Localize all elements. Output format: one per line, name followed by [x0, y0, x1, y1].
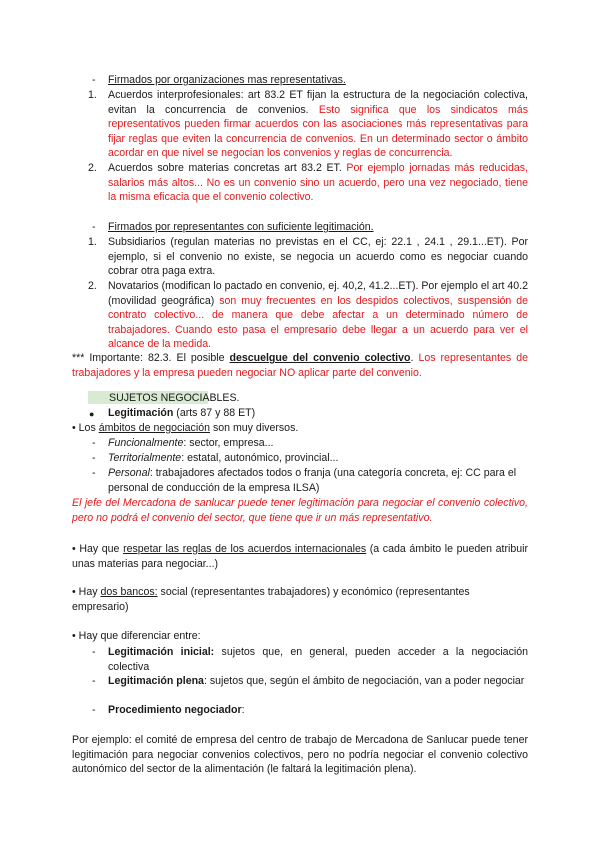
list-item-interprofesionales [108, 88, 528, 161]
ambito-term: Territorialmente [108, 452, 182, 464]
dash-marker: - [92, 74, 96, 86]
ambitos-post: son muy diversos. [210, 422, 299, 434]
list-number: 2. [88, 280, 97, 292]
important-dot: . [410, 352, 414, 364]
item-note: Por ejemplo jornadas más reducidas, salarios más altos... No es un convenio sino un acuerdo, pero una vez negociado, tiene la misma eficacia que el convenio colectivo. [108, 162, 528, 203]
list-item-novatarios [108, 279, 528, 352]
bancos-pre: Hay [75, 586, 101, 598]
list-number: 1. [88, 89, 97, 101]
important-note [72, 351, 528, 380]
ambito-funcional [108, 436, 528, 451]
dash-marker: - [92, 646, 96, 658]
ambitos-pre: Los [75, 422, 99, 434]
bullet-icon: ● [89, 409, 95, 419]
ambito-rest: : trabajadores afectados todos o franja (una categoría concreta, ej: CC para el personal de conducción de la empresa ILSA) [108, 467, 517, 494]
ambitos-line [72, 421, 298, 436]
item-note: son muy frecuentes en los despidos colectivos, suspensión de contrato colectivo... de manera que debe afectar a un determinado número de trabajadores. Cuando esto pasa el empresario debe llegar a un acuerdo para ver el alcance de la medida. [108, 294, 528, 350]
term-bold: Procedimiento negociador [108, 704, 242, 716]
bullet-icon: • [72, 586, 76, 598]
bullet-icon: • [72, 630, 76, 642]
important-bold: descuelgue del convenio colectivo [229, 352, 411, 364]
legitimacion-rest: (arts 87 y 88 ET) [173, 407, 256, 419]
legitimacion-inicial [108, 645, 528, 674]
term-rest: : sujetos que, según el ámbito de negociación, van a poder negociar [203, 675, 525, 687]
item-note: Esto significa que los sindicatos más representativos pueden firmar acuerdos con las asociaciones más representativas para fijar reglas que eviten la concurrencia de convenios. En un determinado sector o ámbito acordar en que nivel se negocian los convenios y reglas de concurrencia. [108, 103, 528, 159]
legitimacion-bold: Legitimación [108, 407, 174, 419]
ambito-term: Funcionalmente [108, 437, 184, 449]
term-bold: Legitimación plena [108, 675, 204, 687]
dash-marker: - [92, 221, 96, 233]
bullet-icon: • [72, 422, 76, 434]
list-item-subsidiarios: Subsidiarios (regulan materias no previstas en el CC, ej: 22.1 , 24.1 , 29.1...ET). Por ejemplo, si el convenio no existe, se negocia un acuerdo como es negociar cuando cobrar otra paga extra. [108, 236, 528, 277]
reglas-line [72, 542, 528, 571]
dash-marker: - [92, 704, 96, 716]
reglas-pre: Hay que [75, 543, 124, 555]
item-text: Acuerdos interprofesionales: art 83.2 ET fijan la estructura de la negociación colectiva, evitan la concurrencia de convenios. [108, 89, 528, 116]
dash-marker: - [92, 437, 96, 449]
ambito-territorial [108, 451, 528, 466]
term-bold: Legitimación inicial: [108, 646, 215, 658]
ambito-personal [108, 466, 528, 495]
ambitos-under: ámbitos de negociación [98, 422, 210, 434]
dash-marker: - [92, 452, 96, 464]
ejemplo-paragraph: Por ejemplo: el comité de empresa del centro de trabajo de Mercadona de Sanlucar puede tener legitimación para negociar convenios colectivos, pero no podría negociar el convenio colectivo autonómico del sector de la alimentación (le faltará la legitimación plena). [72, 734, 528, 775]
procedimiento-negociador [108, 703, 528, 718]
reglas-under: respetar las reglas de los acuerdos internacionales [123, 543, 367, 555]
term-rest: : [241, 704, 245, 716]
ejemplo-mercadona-red: El jefe del Mercadona de sanlucar puede tener legitimación para negociar el convenio colectivo, pero no podrá el convenio del sector, que tiene que ir un más representativo. [72, 497, 528, 524]
diferenciar-line [72, 629, 528, 644]
list-item-materias [108, 161, 528, 205]
legitimacion-plena [108, 674, 528, 689]
legitimacion-line [108, 406, 255, 421]
bancos-line [72, 585, 528, 614]
dash-marker: - [92, 675, 96, 687]
item-text: Acuerdos sobre materias concretas art 83.2 ET. [108, 162, 347, 174]
item-text: Novatarios (modifican lo pactado en convenio, ej. 40,2, 41.2...ET). Por ejemplo el art 40.2 (movilidad geográfica) [108, 280, 528, 307]
ambito-rest: : sector, empresa... [183, 437, 274, 449]
list-number: 1. [88, 236, 97, 248]
term-rest: sujetos que, en general, pueden acceder a la negociación colectiva [108, 646, 528, 673]
heading-sujetos: SUJETOS NEGOCIABLES. [109, 392, 240, 404]
ambito-term: Personal [108, 467, 150, 479]
list-number: 2. [88, 162, 97, 174]
heading-representantes: Firmados por representantes con suficiente legitimación. [108, 221, 374, 233]
important-prefix: *** Importante: 82.3. El posible [72, 352, 230, 364]
bancos-post: social (representantes trabajadores) y económico (representantes empresario) [72, 586, 470, 613]
bullet-icon: • [72, 543, 76, 555]
dash-marker: - [92, 467, 96, 479]
heading-organizaciones: Firmados por organizaciones mas representativas. [108, 74, 346, 86]
bancos-under: dos bancos: [100, 586, 158, 598]
ambito-rest: : estatal, autonómico, provincial... [181, 452, 339, 464]
important-red: Los representantes de trabajadores y la empresa pueden negociar NO aplicar parte del convenio. [72, 352, 528, 379]
reglas-post: (a cada ámbito le pueden atribuir unas materias para negociar...) [72, 543, 528, 570]
diferenciar-text: Hay que diferenciar entre: [75, 630, 201, 642]
